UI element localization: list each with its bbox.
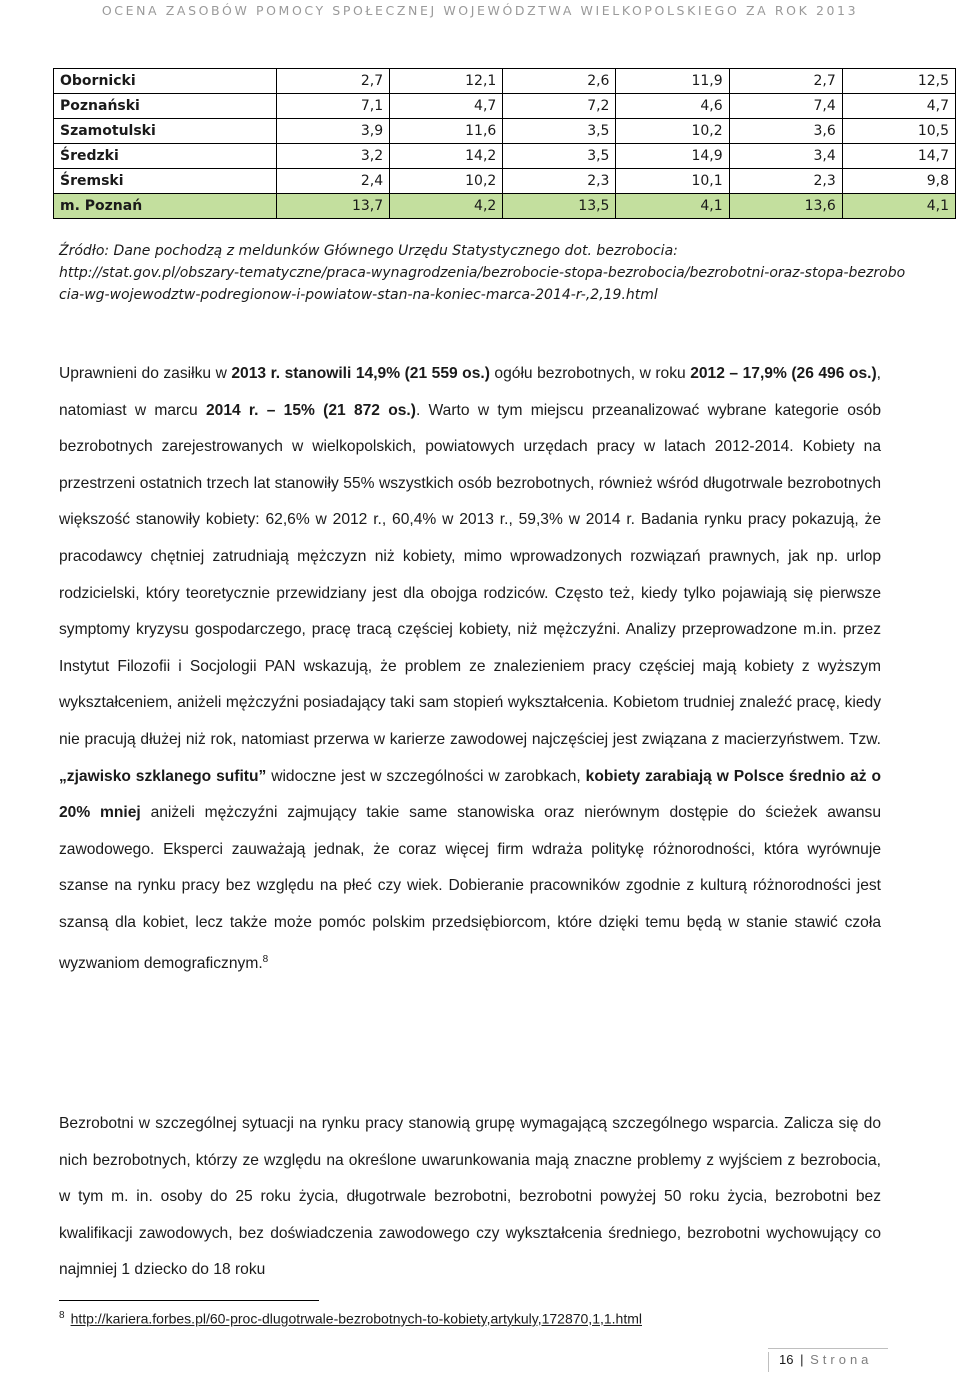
table-body [54,69,956,219]
page-word: Strona [810,1352,873,1367]
table-cell: 2,6 [503,69,616,94]
table-cell: 13,7 [277,194,390,219]
table-cell: 2,3 [729,169,842,194]
footnote-number: 8 [59,1310,65,1321]
table-cell: 3,5 [503,144,616,169]
footnote-rule [59,1300,319,1301]
p1-text-4: . Warto w tym miejscu przeanalizować wybrane kategorie osób bezrobotnych zarejestrowanych w wielkopolskich, powiatowych urzędach pracy w latach 2012-2014. Kobiety na przestrzeni ostatnich trzech lat stanowiły 55% wszystkich osób bezrobotnych, również wśród długotrwale bezrobotnych większość stanowiły kobiety: 62,6% w 2012 r., 60,4% w 2013 r., 59,3% w 2014 r. Badania rynku pracy pokazują, że pracodawcy chętniej zatrudniają mężczyzn niż kobiety, mimo wprowadzonych rozwiązań prawnych, jak np. urlop rodzicielski, który teoretycznie przewidziany jest dla obojga rodziców. Często też, kiedy tylko pojawiają się pierwsze symptomy kryzysu gospodarczego, pracę tracą częściej kobiety, niż mężczyźni. Analizy przeprowadzone m.in. przez Instytut Filozofii i Socjologii PAN wskazują, że problem ze znalezieniem pracy częściej mają kobiety z wyższym wykształceniem, aniżeli mężczyźni posiadający taki sam stopień wykształcenia. Kobietom trudniej znaleźć pracę, kiedy nie pracują dłużej niż rok, natomiast przerwa w karierze zawodowej najczęściej jest związana z macierzyństwem. Tzw. [59,401,882,748]
p1-text-3: , natomiast w marcu [59,365,881,419]
unemployment-table [53,68,956,219]
row-label: Średzki [54,144,277,169]
table-cell: 10,2 [390,169,503,194]
table-cell: 2,4 [277,169,390,194]
paragraph-women [59,356,881,982]
table-cell: 3,4 [729,144,842,169]
p1-text-1: Uprawnieni do zasiłku w [59,365,232,382]
source-label: Źródło: Dane pochodzą z meldunków Głównego Urzędu Statystycznego dot. bezrobocia: [59,243,678,259]
p1-bold-1: 2013 r. stanowili 14,9% (21 559 os.) [231,365,490,382]
row-label: Obornicki [54,69,277,94]
p1-bold-2: 2012 – 17,9% (26 496 os.) [690,365,877,382]
table-cell: 2,7 [729,69,842,94]
table-cell: 12,1 [390,69,503,94]
row-label: Poznański [54,94,277,119]
table-cell: 11,6 [390,119,503,144]
table-cell: 13,5 [503,194,616,219]
table-cell: 3,9 [277,119,390,144]
table-cell: 7,4 [729,94,842,119]
table-cell: 14,9 [616,144,729,169]
footnote-ref[interactable]: 8 [262,953,269,965]
p1-bold-3: 2014 r. – 15% (21 872 os.) [205,401,416,419]
source-note [59,240,909,306]
source-url: http://stat.gov.pl/obszary-tematyczne/praca-wynagrodzenia/bezrobocie-stopa-bezrobocia/bezrobotni-oraz-stopa-bezrobocia-wg-wojewodztw-podregionow-i-powiatow-stan-na-koniec-marca-2014-r-,2,19.html [59,265,906,303]
row-label: Szamotulski [54,119,277,144]
table-cell: 10,1 [616,169,729,194]
table-cell: 10,2 [616,119,729,144]
table-cell: 4,2 [390,194,503,219]
table-cell: 4,1 [616,194,729,219]
table-row [54,169,956,194]
table-cell: 2,3 [503,169,616,194]
footnote [59,1310,642,1327]
table-cell: 2,7 [277,69,390,94]
table-cell: 4,7 [390,94,503,119]
paragraph-special-situation: Bezrobotni w szczególnej sytuacji na rynku pracy stanowią grupę wymagającą szczególnego wsparcia. Zalicza się do nich bezrobotnych, którzy ze względu na określone uwarunkowania mają znaczne problemy z wyjściem z bezrobocia, w tym m. in. osoby do 25 roku życia, długotrwale bezrobotni, bezrobotni powyżej 50 roku życia, bezrobotni bez kwalifikacji zawodowych, bez doświadczenia zawodowego czy wykształcenia średniego, bezrobotni wychowujący co najmniej 1 dziecko do 18 roku [59,1115,881,1279]
page-separator: | [800,1352,804,1367]
pager-rule [768,1348,888,1349]
p1-bold-4: „zjawisko szklanego sufitu” [59,767,267,785]
table-row [54,144,956,169]
table-cell: 11,9 [616,69,729,94]
table-cell: 14,2 [390,144,503,169]
table-cell: 10,5 [842,119,955,144]
table-cell: 3,6 [729,119,842,144]
table-cell: 13,6 [729,194,842,219]
table-cell: 9,8 [842,169,955,194]
row-label: Śremski [54,169,277,194]
page-number [768,1352,872,1372]
table-cell: 4,6 [616,94,729,119]
page-number-value: 16 [779,1352,794,1367]
table-cell: 12,5 [842,69,955,94]
table-row [54,119,956,144]
table-cell: 14,7 [842,144,955,169]
row-label: m. Poznań [54,194,277,219]
table-cell: 7,1 [277,94,390,119]
p1-text-5: widoczne jest w szczególności w zarobkach, [266,767,586,785]
table-row [54,94,956,119]
p1-text-6: aniżeli mężczyźni zajmujący takie same stanowiska oraz nierównym dostępie do ścieżek awansu zawodowego. Eksperci zauważają jednak, że coraz więcej firm wdraża politykę różnorodności, która wyrównuje szanse na rynku pracy bez względu na płeć czy wiek. Dobieranie pracowników zgodnie z kulturą różnorodności jest szansą dla kobiet, lecz także może pomóc polskim przedsiębiorcom, które dzięki temu będą w stanie stawić czoła wyzwaniom demograficznym. [59,804,881,972]
table-row [54,69,956,94]
table-cell: 3,5 [503,119,616,144]
footnote-link[interactable]: http://kariera.forbes.pl/60-proc-dlugotrwale-bezrobotnych-to-kobiety,artykuly,172870,1,1.html [70,1310,642,1327]
table-cell: 4,7 [842,94,955,119]
page-header: OCENA ZASOBÓW POMOCY SPOŁECZNEJ WOJEWÓDZTWA WIELKOPOLSKIEGO ZA ROK 2013 [101,3,859,18]
table-cell: 7,2 [503,94,616,119]
table-row [54,194,956,219]
p1-text-2: ogółu bezrobotnych, w roku [489,365,691,382]
table-cell: 4,1 [842,194,955,219]
p1-bold-5: kobiety zarabiają w Polsce średnio aż o 20% mniej [59,767,881,822]
table-cell: 3,2 [277,144,390,169]
